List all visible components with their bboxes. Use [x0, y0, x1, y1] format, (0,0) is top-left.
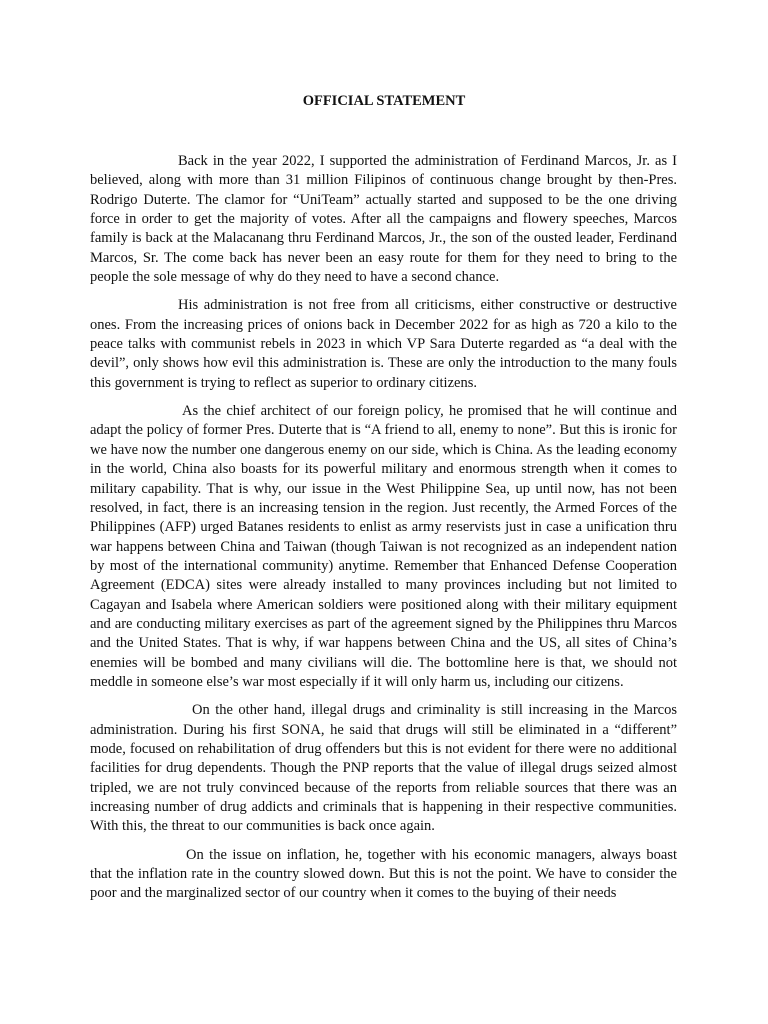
paragraph-4: On the other hand, illegal drugs and criminality is still increasing in the Marcos administration. During his first SONA, he said that drugs will still be eliminated in a “different” mode, focused on rehabilitation of drug offenders but this is not evident for there were no additional facilities for drug dependents. Though the PNP reports that the value of illegal drugs seized almost tripled, we are not truly convinced because of the reports from reliable sources that there was an increasing number of drug addicts and criminals that is happening in their respective communities. With this, the threat to our communities is back once again. [90, 702, 677, 835]
document-body [90, 152, 677, 913]
paragraph-2: His administration is not free from all criticisms, either constructive or destructive ones. From the increasing prices of onions back in December 2022 for as high as 720 a kilo to the peace talks with communist rebels in 2023 in which VP Sara Duterte regarded as “a deal with the devil”, only shows how evil this administration is. These are only the introduction to the many fouls this government is trying to reflect as superior to ordinary citizens. [90, 297, 677, 391]
document-title: OFFICIAL STATEMENT [302, 93, 466, 109]
paragraph-3: As the chief architect of our foreign policy, he promised that he will continue and adapt the policy of former Pres. Duterte that is “A friend to all, enemy to none”. But this is ironic for we have now the number one dangerous enemy on our side, which is China. As the leading economy in the world, China also boasts for its powerful military and enormous strength when it comes to military capability. That is why, our issue in the West Philippine Sea, up until now, has not been resolved, in fact, there is an increasing tension in the region. Just recently, the Armed Forces of the Philippines (AFP) urged Batanes residents to enlist as army reservists just in case a unification thru war happens between China and Taiwan (though Taiwan is not recognized as an independent nation by most of the international community) anytime. Remember that Enhanced Defense Cooperation Agreement (EDCA) sites were already installed to many provinces including but not limited to Cagayan and Isabela where American soldiers were positioned along with their military equipment and are conducting military exercises as part of the agreement signed by the Philippines thru Marcos and the United States. That is why, if war happens between China and the US, all sites of China’s enemies will be bombed and many civilians will die. The bottomline here is that, we should not meddle in someone else’s war most especially if it will only harm us, including our citizens. [90, 403, 677, 690]
paragraph-5: On the issue on inflation, he, together with his economic managers, always boast that the inflation rate in the country slowed down. But this is not the point. We have to consider the poor and the marginalized sector of our country when it comes to the buying of their needs [90, 846, 677, 902]
paragraph-1: Back in the year 2022, I supported the administration of Ferdinand Marcos, Jr. as I believed, along with more than 31 million Filipinos of continuous change brought by then-Pres. Rodrigo Duterte. The clamor for “UniTeam” actually started and supposed to be the one driving force in order to get the majority of votes. After all the campaigns and flowery speeches, Marcos family is back at the Malacanang thru Ferdinand Marcos, Jr., the son of the ousted leader, Ferdinand Marcos, Sr. The come back has never been an easy route for them for they need to bring to the people the sole message of why do they need to have a second chance. [90, 153, 677, 286]
